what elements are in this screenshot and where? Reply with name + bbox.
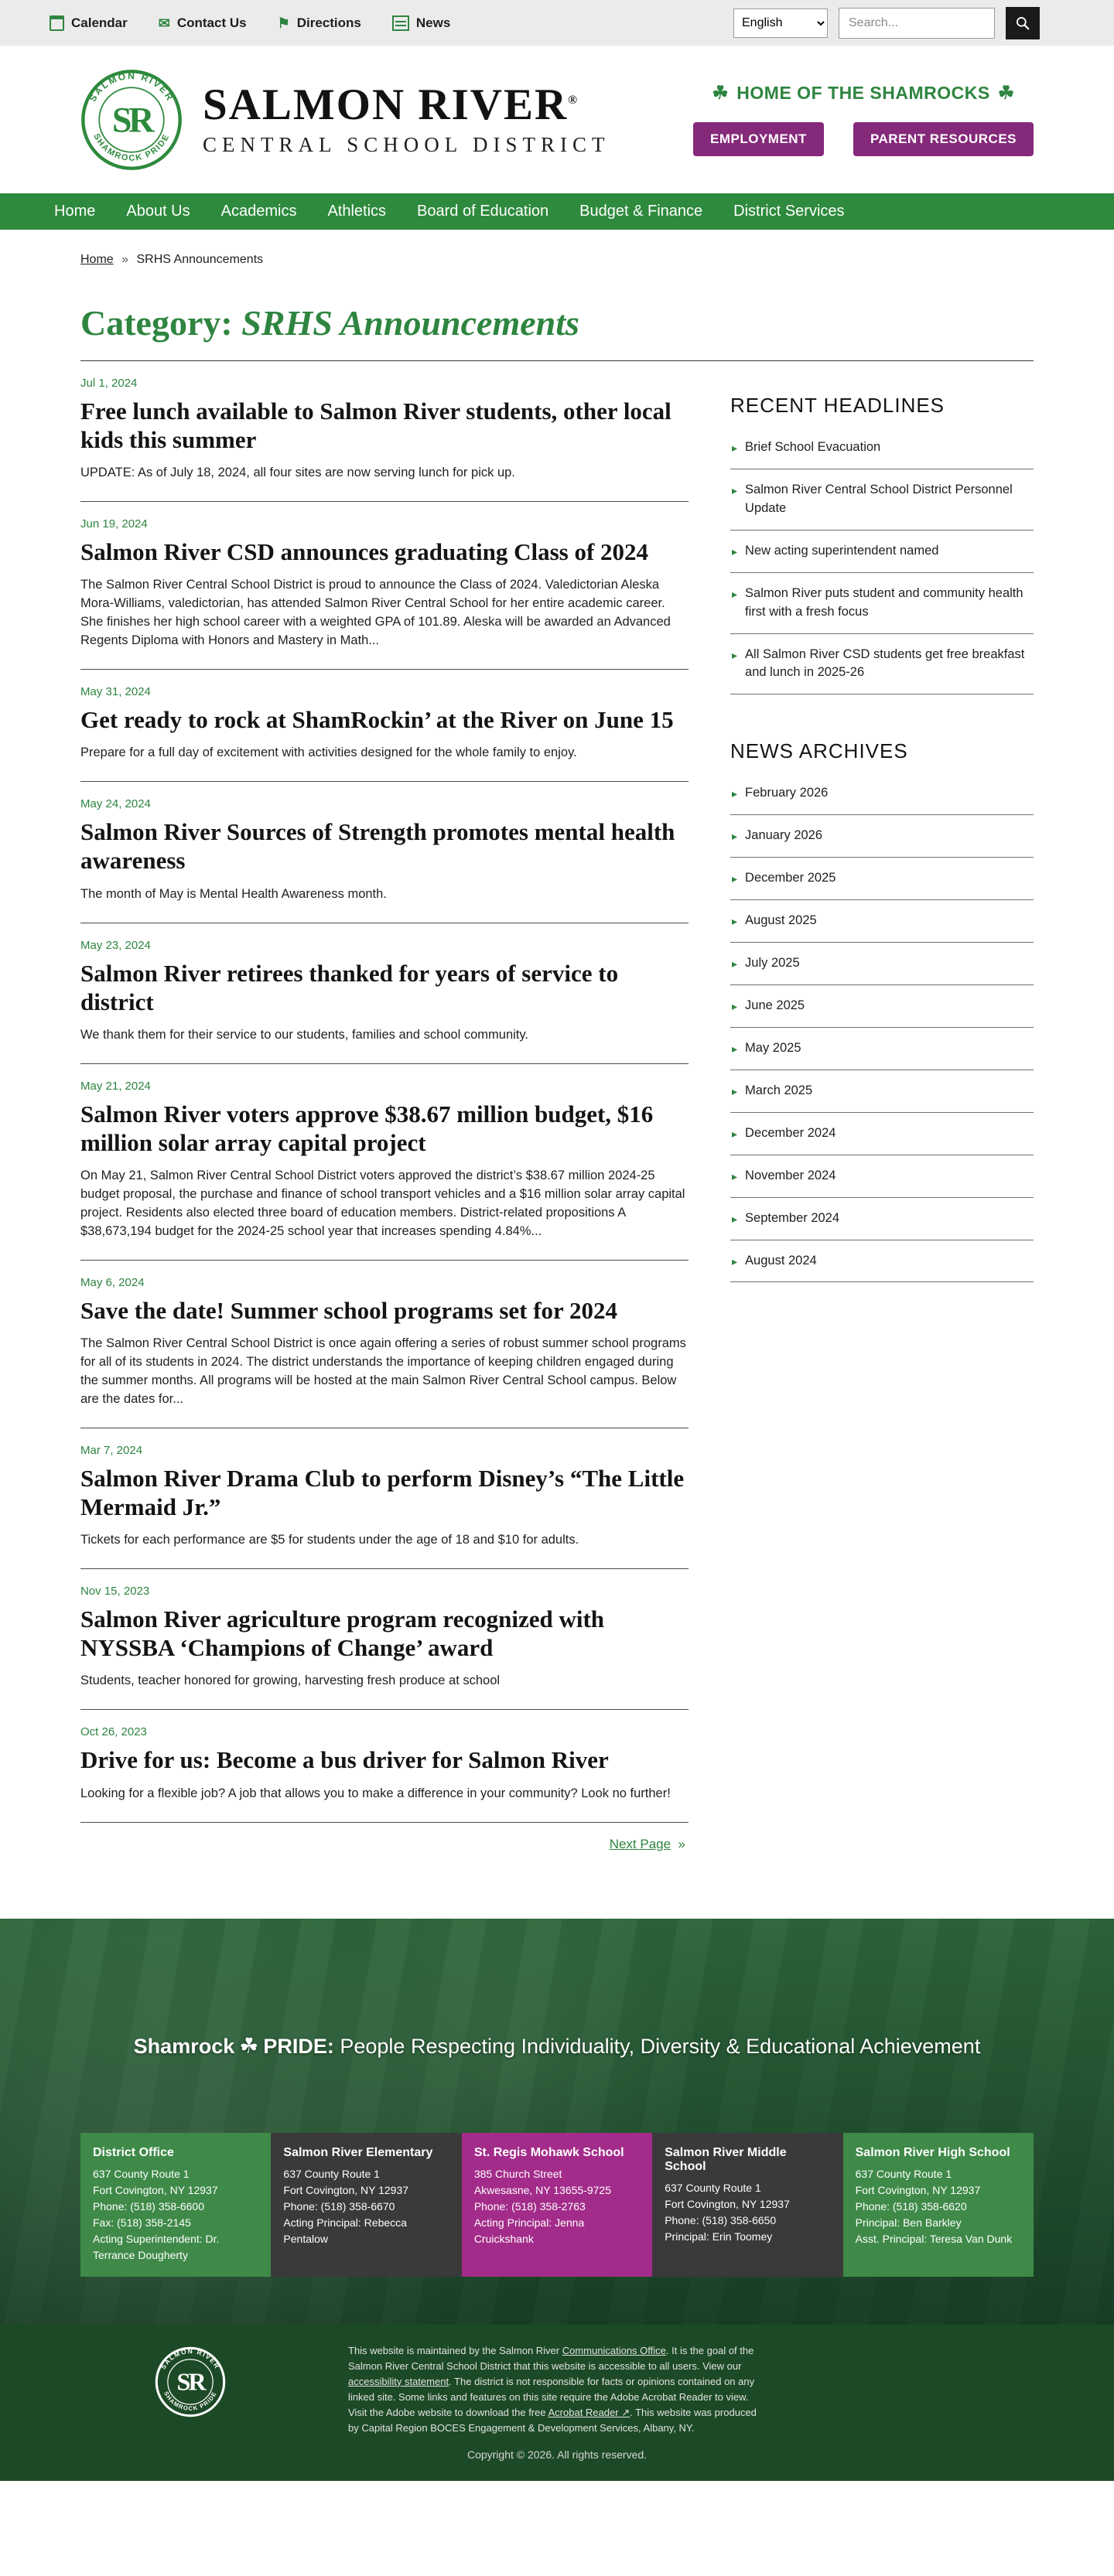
- campus-photo-banner: [0, 1919, 1114, 2325]
- logo-arc-bottom-text: SHAMROCK PRIDE: [91, 131, 172, 163]
- article-excerpt: Prepare for a full day of excitement with activities designed for the whole family to enjoy.: [80, 746, 577, 760]
- article-excerpt: The Salmon River Central School District is once again offering a series of robust summer school programs for all of its students in 2024. The district understands the importance of keeping children engaged during the summer months. All programs will be hosted at the main Salmon River Central School campus. Below are the dates for...: [80, 1336, 686, 1406]
- district-name-text: SALMON RIVER: [203, 80, 569, 129]
- archive-label: June 2025: [745, 998, 805, 1012]
- article-title-link[interactable]: Free lunch available to Salmon River students, other local kids this summer: [80, 397, 671, 454]
- school-line: 637 County Route 1: [665, 2181, 761, 2194]
- topbar-link-news[interactable]: [392, 15, 450, 31]
- breadcrumb: [80, 230, 1034, 267]
- school-line: 385 Church Street: [473, 2167, 562, 2180]
- school-card-st-regis-mohawk: [462, 2133, 652, 2277]
- school-line: Acting Superintendent: Dr. Terrance Dougherty: [93, 2232, 220, 2261]
- envelope-icon: ✉: [158, 15, 170, 31]
- chevron-right-icon: ▸: [732, 872, 738, 885]
- article-item: [80, 1710, 689, 1822]
- accessibility-statement-link[interactable]: accessibility statement: [348, 2375, 449, 2387]
- chevron-right-icon: ▸: [732, 1169, 738, 1182]
- article-excerpt: On May 21, Salmon River Central School District voters approved the district’s $38.67 million 2024-25 budget proposal, the purchase and finance of school transport vehicles and a $16 million solar array capital project. Residents also elected three board of education members. District-related propositions A $38,673,194 budget for the 2024-25 school year that increases spending 4.84%...: [80, 1169, 685, 1239]
- article-date: May 6, 2024: [80, 1275, 145, 1289]
- archive-label: January 2026: [745, 828, 823, 843]
- article-item: [80, 361, 689, 502]
- archive-item[interactable]: [730, 900, 1034, 943]
- header-right: [693, 83, 1034, 156]
- archive-item[interactable]: [730, 1070, 1034, 1113]
- next-page-link[interactable]: [610, 1837, 685, 1851]
- chevron-right-icon: ▸: [732, 1084, 738, 1097]
- topbar-link-calendar[interactable]: [50, 15, 128, 31]
- chevron-right-icon: ▸: [732, 648, 738, 661]
- chevron-right-icon: ▸: [732, 787, 738, 800]
- article-date: Nov 15, 2023: [80, 1585, 150, 1598]
- headline-item[interactable]: [730, 469, 1034, 531]
- school-line: Fax: (518) 358-2145: [93, 2216, 191, 2229]
- page-title-prefix: Category:: [80, 303, 233, 343]
- copyright-text: Copyright © 2026. All rights reserved.: [466, 2448, 648, 2462]
- chevron-right-icon: ▸: [732, 1254, 738, 1268]
- headline-label: Brief School Evacuation: [745, 440, 881, 454]
- article-excerpt: Looking for a flexible job? A job that allows you to make a difference in your community? Look no further!: [80, 1786, 671, 1800]
- search-icon: [1015, 15, 1030, 31]
- article-excerpt: Students, teacher honored for growing, harvesting fresh produce at school: [80, 1674, 501, 1688]
- archive-label: August 2025: [745, 913, 817, 928]
- main-nav: [0, 193, 1114, 230]
- archive-item[interactable]: [730, 985, 1034, 1028]
- archive-item[interactable]: [730, 1028, 1034, 1070]
- topbar-link-contact-us[interactable]: [159, 15, 247, 31]
- school-line: 637 County Route 1: [283, 2167, 380, 2180]
- district-logo-seal: [80, 69, 183, 171]
- acrobat-reader-link-label: Acrobat Reader: [548, 2407, 619, 2419]
- district-name: [203, 80, 610, 129]
- school-line: Principal: Ben Barkley: [855, 2216, 962, 2229]
- flag-icon: ⚑: [277, 15, 290, 31]
- school-line: Fort Covington, NY 12937: [855, 2183, 981, 2196]
- archive-label: May 2025: [745, 1040, 801, 1055]
- article-item: [80, 1261, 689, 1428]
- article-date: May 23, 2024: [80, 938, 151, 952]
- school-line: Asst. Principal: Teresa Van Dunk: [855, 2232, 1013, 2245]
- breadcrumb-separator: »: [121, 253, 129, 266]
- article-title-link[interactable]: Get ready to rock at ShamRockin’ at the River on June 15: [80, 706, 674, 734]
- topbar-link-label: Contact Us: [176, 15, 247, 30]
- acrobat-reader-link[interactable]: [548, 2407, 630, 2418]
- archive-item[interactable]: [730, 1113, 1034, 1155]
- tagline: [693, 83, 1034, 104]
- footer-text-segment: This website is maintained by the Salmon River: [348, 2344, 562, 2356]
- next-page-arrow: »: [678, 1836, 685, 1851]
- topbar-link-label: Calendar: [71, 15, 128, 30]
- nav-item-about-us[interactable]: About Us: [126, 203, 190, 220]
- article-item: [80, 1064, 689, 1261]
- school-line: Acting Principal: Rebecca Pentalow: [283, 2216, 407, 2245]
- pride-text: People Respecting Individuality, Diversity & Educational Achievement: [340, 2034, 981, 2058]
- site-header: [0, 46, 1114, 193]
- footer-disclaimer: [348, 2343, 766, 2437]
- article-date: Jul 1, 2024: [80, 377, 138, 390]
- search-button[interactable]: [1006, 7, 1040, 39]
- school-line: Phone: (518) 358-2763: [473, 2199, 586, 2213]
- nav-item-board-of-education[interactable]: Board of Education: [417, 203, 549, 220]
- school-line: Fort Covington, NY 12937: [665, 2197, 790, 2210]
- article-title-link[interactable]: Salmon River Sources of Strength promotes mental health awareness: [80, 818, 675, 875]
- article-title-link[interactable]: Salmon River agriculture program recognized with NYSSBA ‘Champions of Change’ award: [80, 1605, 605, 1662]
- logo-arc-top-text: SALMON RIVER: [87, 70, 176, 104]
- archive-label: December 2025: [745, 871, 836, 885]
- nav-item-district-services[interactable]: District Services: [733, 203, 845, 220]
- headline-item[interactable]: [730, 531, 1034, 573]
- archive-label: September 2024: [745, 1210, 840, 1225]
- article-title-link[interactable]: Drive for us: Become a bus driver for Salmon River: [80, 1746, 609, 1774]
- archive-item[interactable]: [730, 1240, 1034, 1283]
- school-name: District Office: [93, 2145, 174, 2159]
- registered-mark: ®: [568, 93, 579, 107]
- school-card-elementary: [271, 2133, 461, 2277]
- headline-label: Salmon River Central School District Personnel Update: [745, 482, 1013, 515]
- topbar-links: [50, 15, 450, 31]
- article-item: [80, 670, 689, 782]
- chevron-right-icon: ▸: [732, 1212, 738, 1225]
- archive-label: March 2025: [745, 1083, 813, 1097]
- article-item: [80, 1428, 689, 1569]
- topbar-link-label: Directions: [296, 15, 361, 30]
- topbar-link-directions[interactable]: [278, 15, 361, 31]
- chevron-right-icon: ▸: [732, 1127, 738, 1140]
- pride-statement: [0, 2035, 1114, 2059]
- schools-footer: [80, 2133, 1034, 2277]
- school-name: St. Regis Mohawk School: [473, 2145, 624, 2159]
- logo-initials: SR: [111, 99, 152, 139]
- header-buttons: [693, 122, 1034, 156]
- archive-label: August 2024: [745, 1253, 817, 1268]
- chevron-right-icon: ▸: [732, 999, 738, 1012]
- article-title-link[interactable]: Save the date! Summer school programs set for 2024: [80, 1296, 617, 1324]
- school-card-middle-school: [652, 2133, 842, 2277]
- chevron-right-icon: ▸: [732, 442, 738, 454]
- language-select[interactable]: [733, 9, 828, 38]
- article-item: [80, 782, 689, 923]
- school-line: Phone: (518) 358-6620: [855, 2199, 967, 2213]
- news-icon: [392, 15, 409, 31]
- archive-item[interactable]: [730, 1198, 1034, 1240]
- headline-item[interactable]: [730, 427, 1034, 469]
- archive-label: December 2024: [745, 1125, 836, 1140]
- next-page-label: Next Page: [609, 1836, 671, 1851]
- school-line: Acting Principal: Jenna Cruickshank: [473, 2216, 585, 2245]
- site-footer: [0, 2325, 1114, 2482]
- article-date: May 21, 2024: [80, 1079, 151, 1093]
- school-line: Fort Covington, NY 12937: [93, 2183, 218, 2196]
- archive-label: July 2025: [745, 956, 800, 971]
- school-line: Principal: Erin Toomey: [665, 2230, 773, 2243]
- nav-item-academics[interactable]: Academics: [220, 203, 297, 220]
- district-logo[interactable]: [80, 69, 183, 171]
- svg-text:SALMON RIVER: [159, 2347, 222, 2370]
- school-line: Fort Covington, NY 12937: [283, 2183, 409, 2196]
- headline-label: Salmon River puts student and community health first with a fresh focus: [745, 585, 1023, 619]
- communications-office-link[interactable]: Communications Office: [562, 2344, 666, 2356]
- main-container: [80, 230, 1034, 1888]
- article-item: [80, 1569, 689, 1710]
- pride-prefix: Shamrock: [133, 2034, 235, 2058]
- article-excerpt: The Salmon River Central School District is proud to announce the Class of 2024. Valedictorian Aleska Mora-Williams, valedictorian, has attended Salmon River Central School for her entire academic career. She finishes her high school career with a weighted GPA of 101.89. Aleska will be awarded an Advanced Regents Diploma with Honors and Mastery in Math...: [80, 578, 671, 648]
- archive-item[interactable]: [730, 773, 1034, 815]
- article-date: Jun 19, 2024: [80, 517, 148, 531]
- tagline-text: HOME OF THE SHAMROCKS: [736, 83, 990, 103]
- shamrock-icon: ☘: [997, 82, 1015, 104]
- archive-item[interactable]: [730, 1155, 1034, 1198]
- district-subtitle: CENTRAL SCHOOL DISTRICT: [203, 132, 610, 156]
- archive-item[interactable]: [730, 943, 1034, 985]
- article-title-link[interactable]: Salmon River voters approve $38.67 million budget, $16 million solar array capital project: [80, 1100, 654, 1157]
- school-card-high-school: [843, 2133, 1034, 2277]
- chevron-right-icon: ▸: [732, 587, 738, 600]
- school-line: Phone: (518) 358-6600: [93, 2199, 204, 2213]
- school-line: Phone: (518) 358-6650: [665, 2213, 777, 2226]
- footer-logo-initials: SR: [176, 2367, 204, 2396]
- school-line: 637 County Route 1: [855, 2167, 952, 2180]
- employment-button[interactable]: EMPLOYMENT: [693, 122, 824, 156]
- article-title-link[interactable]: Salmon River CSD announces graduating Class of 2024: [80, 538, 649, 566]
- recent-headlines-title: RECENT HEADLINES: [730, 394, 945, 417]
- shamrock-icon: ☘: [712, 82, 730, 104]
- article-list: [80, 361, 689, 1888]
- breadcrumb-current: SRHS Announcements: [136, 253, 264, 266]
- article-excerpt: We thank them for their service to our students, families and school community.: [80, 1027, 528, 1042]
- school-name: Salmon River Elementary: [283, 2145, 433, 2159]
- external-link-icon: ↗: [621, 2407, 630, 2419]
- nav-item-home[interactable]: Home: [54, 203, 96, 220]
- page-title: [80, 302, 1034, 343]
- news-archives-title: NEWS ARCHIVES: [730, 739, 908, 763]
- article-date: Mar 7, 2024: [80, 1443, 143, 1457]
- chevron-right-icon: ▸: [732, 957, 738, 971]
- archive-label: November 2024: [745, 1168, 836, 1182]
- chevron-right-icon: ▸: [732, 1042, 738, 1055]
- nav-item-budget-finance[interactable]: Budget & Finance: [579, 203, 703, 220]
- headline-label: New acting superintendent named: [745, 543, 939, 558]
- footer-logo-arc-top-text: SALMON RIVER: [159, 2346, 222, 2370]
- article-date: Oct 26, 2023: [80, 1725, 147, 1739]
- chevron-right-icon: ▸: [732, 915, 738, 928]
- headline-label: All Salmon River CSD students get free breakfast and lunch in 2025-26: [745, 647, 1025, 680]
- footer-logo-arc-bottom-text: SHAMROCK PRIDE: [162, 2390, 218, 2412]
- article-date: May 31, 2024: [80, 685, 151, 699]
- topbar-tools: [733, 7, 1040, 39]
- shamrock-icon: ☘: [239, 2033, 259, 2058]
- article-item: [80, 923, 689, 1064]
- article-excerpt: The month of May is Mental Health Awareness month.: [80, 886, 387, 901]
- nav-item-athletics[interactable]: Athletics: [327, 203, 387, 220]
- article-excerpt: Tickets for each performance are $5 for students under the age of 18 and $10 for adults.: [80, 1533, 579, 1547]
- archive-item[interactable]: [730, 858, 1034, 900]
- search-input[interactable]: [839, 8, 995, 39]
- footer-text-segment: . The district is not responsible for facts or opinions contained on any linked site. Some links and features on this site require the Adobe Acrobat Reader to view. Visit the Adobe website to download the free: [348, 2375, 755, 2419]
- utility-topbar: [0, 0, 1114, 46]
- article-item: [80, 502, 689, 670]
- article-title-link[interactable]: Salmon River retirees thanked for years of service to district: [80, 959, 619, 1015]
- school-line: Akwesasne, NY 13655-9725: [473, 2183, 612, 2196]
- footer-district-logo[interactable]: [155, 2346, 226, 2417]
- school-line: 637 County Route 1: [93, 2167, 190, 2180]
- breadcrumb-home-link[interactable]: Home: [80, 253, 114, 266]
- pagination: [80, 1823, 689, 1888]
- topbar-link-label: News: [415, 15, 451, 30]
- school-name: Salmon River High School: [855, 2145, 1010, 2159]
- article-excerpt: UPDATE: As of July 18, 2024, all four sites are now serving lunch for pick up.: [80, 466, 515, 480]
- footer-text-segment: . This website was produced by Capital Region BOCES Engagement & Development Services, Albany, NY.: [348, 2407, 757, 2434]
- chevron-right-icon: ▸: [732, 544, 738, 558]
- headline-item[interactable]: [730, 573, 1034, 634]
- school-line: Phone: (518) 358-6670: [283, 2199, 395, 2213]
- chevron-right-icon: ▸: [732, 483, 738, 496]
- footer-logo-seal: [155, 2346, 226, 2417]
- calendar-icon: [50, 15, 64, 31]
- page-title-category: SRHS Announcements: [241, 303, 579, 343]
- article-title-link[interactable]: Salmon River Drama Club to perform Disney’s “The Little Mermaid Jr.”: [80, 1464, 685, 1520]
- archive-label: February 2026: [745, 786, 829, 800]
- district-title-block: [203, 80, 610, 157]
- headline-item[interactable]: [730, 634, 1034, 695]
- pride-acronym: PRIDE:: [263, 2034, 334, 2058]
- archive-item[interactable]: [730, 815, 1034, 858]
- sidebar: [730, 361, 1034, 1282]
- parent-resources-button[interactable]: PARENT RESOURCES: [853, 122, 1034, 156]
- article-date: May 24, 2024: [80, 797, 151, 811]
- school-name: Salmon River Middle School: [665, 2145, 787, 2173]
- school-card-district-office: [80, 2133, 271, 2277]
- footer-text-segment: . It is the goal of the Salmon River Central School District that this website is accessible to all users. View our: [348, 2344, 754, 2372]
- chevron-right-icon: ▸: [732, 830, 738, 843]
